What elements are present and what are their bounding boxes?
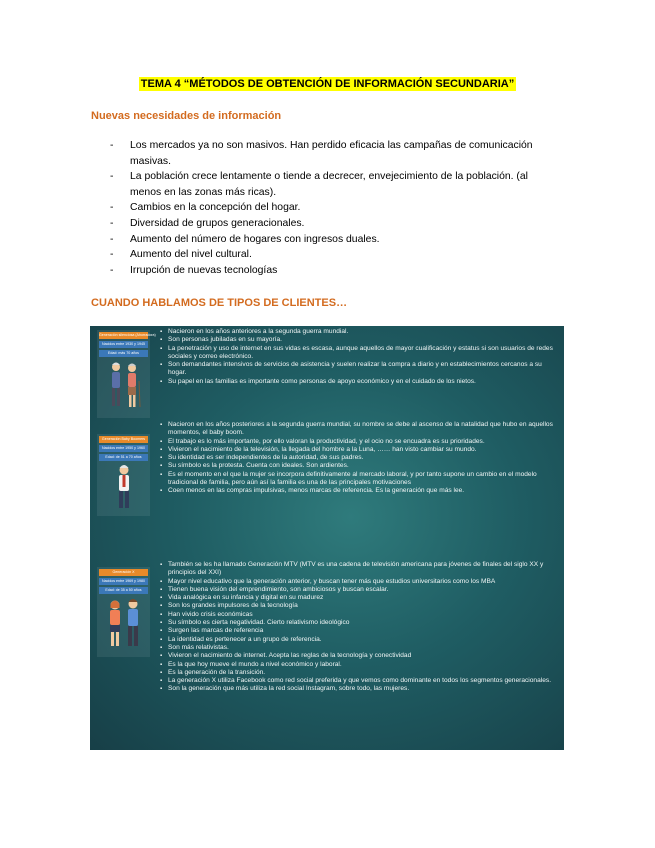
- list-item: - Cambios en la concepción del hogar.: [110, 202, 301, 214]
- document-title: [0, 78, 655, 90]
- generation-points: [160, 328, 560, 386]
- list-item: - Los mercados ya no son masivos. Han perdido eficacia las campañas de comunicación masivas.: [110, 140, 533, 167]
- generation-age-label: Edad: de 35 a 50 años: [99, 587, 148, 594]
- list-item: ▪ Su papel en las familias es importante como personas de apoyo económico y en el cuidado de los nietos.: [160, 378, 560, 386]
- list-item: ▪ Coen menos en las compras impulsivas, menos marcas de referencia. Es la generación que más lee.: [160, 487, 560, 495]
- generation-years-label: Nacidos entre 1930 y 1945: [99, 341, 148, 348]
- generation-card: [97, 330, 156, 418]
- generation-points: [160, 421, 560, 496]
- baby-boomer-person-illustration: [104, 463, 144, 511]
- list-item: ▪ Han vivido crisis económicas: [160, 611, 560, 619]
- list-item: ▪ La penetración y uso de internet en sus vidas es escasa, aunque aquellos de mayor cualificación y estatus si son usuarios de redes sociales y correo electrónico.: [160, 345, 560, 362]
- list-item: ▪ Su símbolo es cierta negatividad. Cierto relativismo ideológico: [160, 619, 560, 627]
- list-item: ▪ También se les ha llamado Generación MTV (MTV es una cadena de televisión americana para jóvenes de finales del siglo XX y principios del XXI): [160, 561, 560, 578]
- generation-age-label: Edad: de 51 a 70 años: [99, 454, 148, 461]
- list-item: ▪ Son los grandes impulsores de la tecnología: [160, 602, 560, 610]
- list-item: ▪ Nacieron en los años anteriores a la segunda guerra mundial.: [160, 328, 560, 336]
- list-item: ▪ La identidad es pertenecer a un grupo de referencia.: [160, 636, 560, 644]
- generation-name-label: Generación X: [99, 569, 148, 576]
- list-item: ▪ Tienen buena visión del emprendimiento, son ambiciosos y buscan escalar.: [160, 586, 560, 594]
- generation-name-label: Generación Baby Boomers: [99, 436, 148, 443]
- list-item: ▪ Son demandantes intensivos de servicios de asistencia y suelen realizar la compra a diario y en establecimientos cercanos a su hogar.: [160, 361, 560, 378]
- list-item: ▪ Vivieron el nacimiento de la televisión, la llegada del hombre a la Luna, …… han visto cambiar su mundo.: [160, 446, 560, 454]
- generation-x-couple-illustration: [102, 596, 146, 650]
- list-item: ▪ Su identidad es ser independientes de la autoridad, de sus padres.: [160, 454, 560, 462]
- document-title-text: TEMA 4 “MÉTODOS DE OBTENCIÓN DE INFORMACIÓN SECUNDARIA”: [140, 78, 515, 90]
- elderly-couple-illustration: [104, 359, 144, 411]
- list-item: ▪ Su símbolo es la protesta. Cuenta con ideales. Son ardientes.: [160, 462, 560, 470]
- list-item: - Aumento del nivel cultural.: [110, 249, 252, 261]
- list-item: ▪ Nacieron en los años posteriores a la segunda guerra mundial, su nombre se debe al ascenso de la natalidad que hubo en aquellos momentos, el baby boom.: [160, 421, 560, 438]
- section-heading-client-types: CUANDO HABLAMOS DE TIPOS DE CLIENTES…: [91, 297, 348, 309]
- list-item: ▪ Son personas jubiladas en su mayoría.: [160, 336, 560, 344]
- list-item: ▪ Son la generación que más utiliza la red social Instagram, sobre todo, las mujeres.: [160, 685, 560, 693]
- list-item: ▪ Es la generación de la transición.: [160, 669, 560, 677]
- generation-age-label: Edad: más 70 años: [99, 350, 148, 357]
- generations-slide-image: [90, 326, 564, 750]
- generation-card: [97, 567, 150, 657]
- list-item: ▪ Mayor nivel educativo que la generación anterior, y buscan tener más que estudios universitarios como los MBA: [160, 578, 560, 586]
- list-item: ▪ Vivieron el nacimiento de internet. Acepta las reglas de la tecnología y conectividad: [160, 652, 560, 660]
- list-item: ▪ Surgen las marcas de referencia: [160, 627, 560, 635]
- generation-name-label: Generación silenciosa (Ahorradora): [99, 333, 156, 337]
- needs-list: [108, 138, 558, 278]
- list-item: - La población crece lentamente o tiende a decrecer, envejecimiento de la población. (al menos en las zonas más ricas).: [110, 171, 528, 198]
- list-item: - Irrupción de nuevas tecnologías: [110, 264, 278, 276]
- generation-years-label: Nacidos entre 1969 y 1980: [99, 578, 148, 585]
- list-item: ▪ Es la que hoy mueve el mundo a nivel económico y laboral.: [160, 661, 560, 669]
- list-item: ▪ La generación X utiliza Facebook como red social preferida y que vemos como dominante en todos los segmentos generacionales.: [160, 677, 560, 685]
- list-item: ▪ Es el momento en el que la mujer se incorpora definitivamente al mercado laboral, y por tanto supone un cambio en el modelo tradicional de familia, pero aún así la familia es una de las principales motivaciones: [160, 471, 560, 488]
- generation-years-label: Nacidos entre 1950 y 1960: [99, 445, 148, 452]
- list-item: ▪ Vida analógica en su infancia y digital en su madurez: [160, 594, 560, 602]
- list-item: - Aumento del número de hogares con ingresos duales.: [110, 233, 380, 245]
- list-item: - Diversidad de grupos generacionales.: [110, 217, 305, 229]
- generation-card: [97, 434, 150, 516]
- list-item: ▪ Son más relativistas.: [160, 644, 560, 652]
- list-item: ▪ El trabajo es lo más importante, por ello valoran la productividad, y el ocio no se encuadra es su prioridades.: [160, 438, 560, 446]
- section-heading-needs: Nuevas necesidades de información: [91, 110, 282, 122]
- generation-points: [160, 561, 560, 694]
